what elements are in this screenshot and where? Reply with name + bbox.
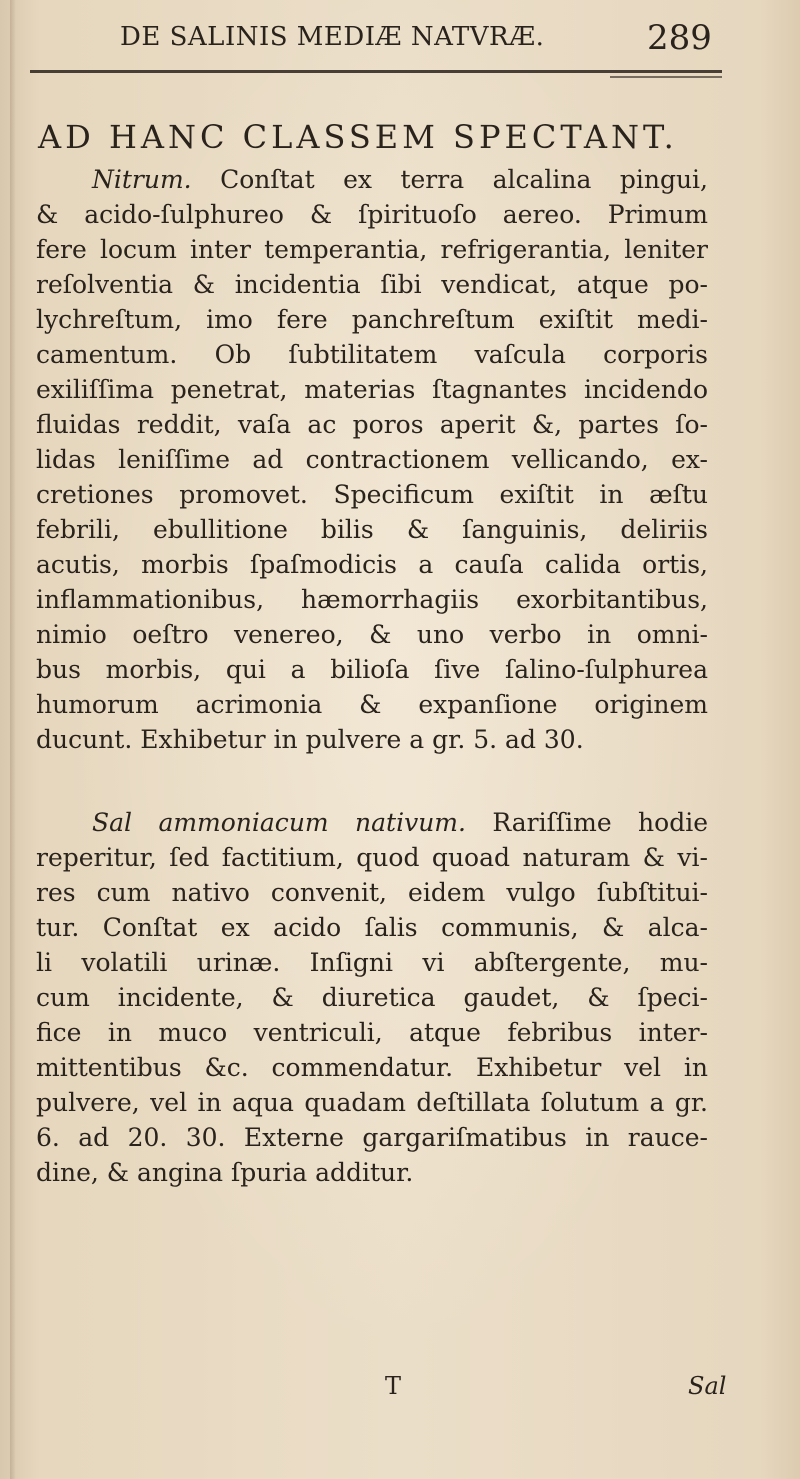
text-line: fice in muco ventriculi, atque febribus inter- [36, 1018, 708, 1047]
text-line: bus morbis, qui a bilioſa ſive ſalino-ſulphurea [36, 655, 708, 684]
catchword: Sal [688, 1372, 727, 1400]
page-gutter-shadow [10, 0, 16, 1479]
page-number: 289 [647, 18, 712, 58]
text-line: dine, & angina ſpuria additur. [36, 1158, 414, 1187]
text-line: 6. ad 20. 30. Externe gargariſmatibus in rauce- [36, 1123, 708, 1152]
text-line: humorum acrimonia & expanſione originem [36, 690, 708, 719]
text-line [92, 805, 708, 840]
header-rule [30, 70, 722, 73]
text-line: lidas leniſſime ad contractionem vellicando, ex- [36, 445, 708, 474]
text-line: res cum nativo convenit, eidem vulgo ſubſtitui- [36, 878, 708, 907]
paragraph-nitrum [36, 162, 736, 757]
text-line: nimio oeſtro venereo, & uno verbo in omni- [36, 620, 708, 649]
text-line: camentum. Ob ſubtilitatem vaſcula corporis [36, 340, 708, 369]
text-line: fere locum inter temperantia, refrigerantia, leniter [36, 235, 708, 264]
text-line: inflammationibus, hæmorrhagiis exorbitantibus, [36, 585, 708, 614]
text-line: reperitur, ſed factitium, quod quoad naturam & vi- [36, 843, 708, 872]
header-rule-accent [610, 76, 722, 78]
signature-mark: T [385, 1372, 402, 1400]
text-line: li volatili urinæ. Inſigni vi abſtergente, mu- [36, 948, 708, 977]
text-line: acutis, morbis ſpaſmodicis a cauſa calida ortis, [36, 550, 708, 579]
text-line: lychreſtum, imo fere panchreſtum exiſtit medi- [36, 305, 708, 334]
paragraph-lead-term: Nitrum. [92, 165, 192, 194]
text-line: tur. Conſtat ex acido ſalis communis, & alca- [36, 913, 708, 942]
text-line [92, 162, 708, 197]
text-line: cretiones promovet. Specificum exiſtit in æſtu [36, 480, 708, 509]
text-line: fluidas reddit, vaſa ac poros aperit &, partes ſo- [36, 410, 708, 439]
text-line: ducunt. Exhibetur in pulvere a gr. 5. ad 30. [36, 725, 584, 754]
section-heading: AD HANC CLASSEM SPECTANT. [38, 118, 678, 156]
running-title: DE SALINIS MEDIÆ NATVRÆ. [120, 22, 545, 52]
paragraph-lead-term: Sal ammoniacum nativum. [92, 808, 466, 837]
text-line: mittentibus &c. commendatur. Exhibetur vel in [36, 1053, 708, 1082]
text-line-content: Rariſſime hodie [465, 808, 708, 837]
paragraph-sal-ammoniacum [36, 805, 736, 1190]
text-line: reſolventia & incidentia ſibi vendicat, atque po- [36, 270, 708, 299]
text-line: pulvere, vel in aqua quadam deſtillata ſolutum a gr. [36, 1088, 708, 1117]
text-line: febrili, ebullitione bilis & ſanguinis, deliriis [36, 515, 708, 544]
text-line: exiliſſima penetrat, materias ſtagnantes incidendo [36, 375, 708, 404]
running-header [0, 18, 800, 70]
text-line-content: Conſtat ex terra alcalina pingui, [191, 165, 708, 194]
text-line: cum incidente, & diuretica gaudet, & ſpeci- [36, 983, 708, 1012]
text-line: & acido-ſulphureo & ſpirituoſo aereo. Primum [36, 200, 708, 229]
